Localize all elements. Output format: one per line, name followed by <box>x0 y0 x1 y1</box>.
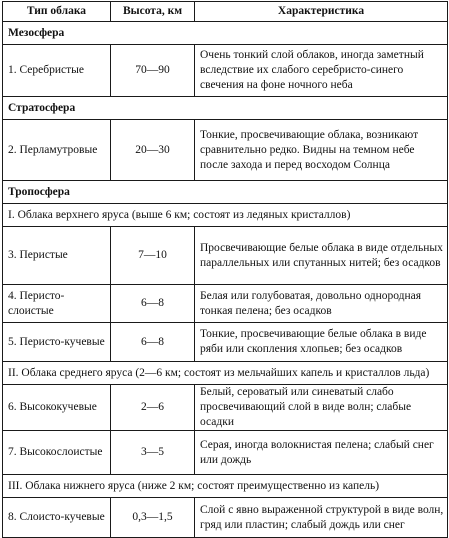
cloud-description: Очень тонкий слой облаков, иногда заметный вследствие их слабого серебристо-синего свечения на фоне ночного неба <box>195 45 448 97</box>
cloud-height: 70—90 <box>111 45 195 97</box>
cloud-name: 7. Высокослоистые <box>3 431 111 475</box>
header-height: Высота, км <box>111 2 195 22</box>
cloud-height: 2—6 <box>111 385 195 431</box>
cloud-height: 20—30 <box>111 120 195 181</box>
table-row <box>3 385 448 431</box>
section-mesosphere: Мезосфера <box>3 22 448 45</box>
cloud-height: 7—10 <box>111 227 195 285</box>
cloud-height: 6—8 <box>111 285 195 323</box>
cloud-height: 6—8 <box>111 323 195 362</box>
group-upper: I. Облака верхнего яруса (выше 6 км; состоят из ледяных кристаллов) <box>3 204 448 227</box>
cloud-name: 2. Перламутровые <box>3 120 111 181</box>
table-row <box>3 45 448 97</box>
cloud-description: Тонкие, просвечивающие белые облака в виде ряби или скопления хлопьев; без осадков <box>195 323 448 362</box>
cloud-name: 3. Перистые <box>3 227 111 285</box>
cloud-name: 1. Серебристые <box>3 45 111 97</box>
cloud-description: Тонкие, просвечивающие облака, возникают сравнительно редко. Видны на темном небе после захода и перед восходом Солнца <box>195 120 448 181</box>
group-middle: II. Облака среднего яруса (2—6 км; состоят из мельчайших капель и кристаллов льда) <box>3 362 448 385</box>
header-description: Характеристика <box>195 2 448 22</box>
section-stratosphere: Стратосфера <box>3 97 448 120</box>
cloud-name: 5. Перисто-кучевые <box>3 323 111 362</box>
cloud-height: 0,3—1,5 <box>111 498 195 538</box>
table-row <box>3 120 448 181</box>
table-row <box>3 323 448 362</box>
section-row <box>3 181 448 204</box>
cloud-description: Просвечивающие белые облака в виде отдельных параллельных или спутанных нитей; без осадков <box>195 227 448 285</box>
group-row <box>3 204 448 227</box>
cloud-description: Белый, сероватый или синеватый слабо просвечивающий слой в виде волн; слабые осадки <box>195 385 448 431</box>
cloud-description: Белая или голубоватая, довольно однородная тонкая пелена; без осадков <box>195 285 448 323</box>
section-troposphere: Тропосфера <box>3 181 448 204</box>
cloud-description: Серая, иногда волокнистая пелена; слабый снег или дождь <box>195 431 448 475</box>
table-row <box>3 498 448 538</box>
cloud-name: 6. Высококучевые <box>3 385 111 431</box>
group-row <box>3 362 448 385</box>
section-row <box>3 97 448 120</box>
group-lower: III. Облака нижнего яруса (ниже 2 км; состоят преимущественно из капель) <box>3 475 448 498</box>
cloud-height: 3—5 <box>111 431 195 475</box>
group-row <box>3 475 448 498</box>
cloud-description: Слой с явно выраженной структурой в виде волн, гряд или пластин; слабый дождь или снег <box>195 498 448 538</box>
table-row <box>3 431 448 475</box>
cloud-name: 8. Слоисто-кучевые <box>3 498 111 538</box>
cloud-types-table <box>2 1 448 538</box>
cloud-name: 4. Перисто-слоистые <box>3 285 111 323</box>
header-row <box>3 2 448 22</box>
table-row <box>3 227 448 285</box>
section-row <box>3 22 448 45</box>
header-cloud-type: Тип облака <box>3 2 111 22</box>
table-row <box>3 285 448 323</box>
